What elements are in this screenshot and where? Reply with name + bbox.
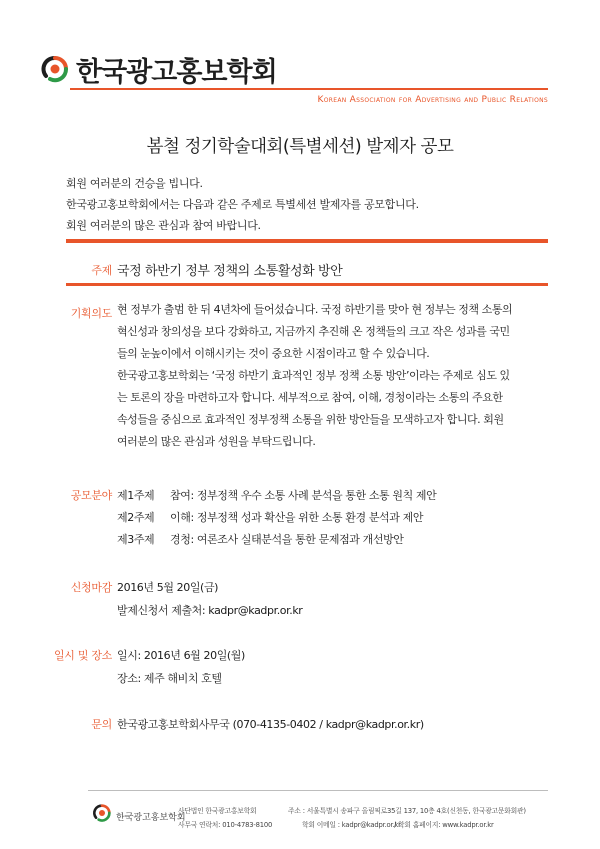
field-3-name: 제3주제 — [117, 533, 155, 546]
logo-icon — [40, 54, 70, 84]
deadline-date: 2016년 5월 20일(금) — [117, 581, 219, 594]
contact-text: 한국광고홍보학회사무국 (070-4135-0402 / kadpr@kadpr.or.kr) — [117, 718, 424, 731]
footer-logo-icon — [92, 803, 112, 823]
purpose-paragraph — [117, 299, 547, 453]
submission-address: 발제신청서 제출처: kadpr@kadpr.or.kr — [117, 604, 303, 617]
greeting-line-3: 회원 여러분의 많은 관심과 참여 바랍니다. — [66, 219, 261, 232]
footer-divider — [88, 790, 548, 791]
footer-phone: 사무국 연락처: 010-4783-8100 — [178, 821, 273, 829]
footer-corp-name: 사단법인 한국광고홍보학회 — [178, 807, 257, 815]
field-3-desc: 경청: 여론조사 실태분석을 통한 문제점과 개선방안 — [170, 533, 404, 546]
theme-label: 주제 — [91, 264, 112, 277]
footer-address: 주소 : 서울특별시 송파구 올림픽로35길 137, 10층 4호(신천동, 한국광고문화회관) — [288, 807, 526, 815]
header-divider — [70, 88, 548, 90]
page-title: 봄철 정기학술대회(특별세션) 발제자 공모 — [146, 137, 454, 157]
greeting-line-1: 회원 여러분의 건승을 빕니다. — [66, 177, 203, 190]
org-name-english: Korean Association for Advertising and Public Relations — [317, 95, 548, 105]
footer-org-name: 한국광고홍보학회 — [116, 813, 186, 823]
fields-label: 공모분야 — [70, 489, 112, 502]
theme-divider — [66, 283, 548, 286]
schedule-place: 장소: 제주 해비치 호텔 — [117, 672, 222, 685]
schedule-date: 일시: 2016년 6월 20일(월) — [117, 649, 245, 662]
purpose-line: 여러분의 많은 관심과 성원을 부탁드립니다. — [117, 435, 316, 448]
footer-homepage: / 학회 홈페이지: www.kadpr.or.kr — [394, 821, 494, 829]
deadline-label: 신청마감 — [70, 581, 112, 594]
field-2-desc: 이해: 정부정책 성과 확산을 위한 소통 환경 분석과 제안 — [170, 511, 424, 524]
theme-text: 국정 하반기 정부 정책의 소통활성화 방안 — [117, 264, 343, 279]
contact-label: 문의 — [91, 718, 112, 731]
purpose-label: 기획의도 — [70, 307, 112, 320]
field-1-name: 제1주제 — [117, 489, 155, 502]
purpose-line: 는 토론의 장을 마련하고자 합니다. 세부적으로 참여, 이해, 경청이라는 소통의 주요한 — [117, 391, 503, 404]
field-2-name: 제2주제 — [117, 511, 155, 524]
section-divider — [66, 239, 548, 243]
footer-email: 학회 이메일 : kadpr@kadpr.or.kr — [302, 821, 401, 829]
org-name: 한국광고홍보학회 — [76, 57, 277, 88]
purpose-line: 들의 눈높이에서 이해시키는 것이 중요한 시점이라고 할 수 있습니다. — [117, 347, 430, 360]
field-1-desc: 참여: 정부정책 우수 소통 사례 분석을 통한 소통 원칙 제안 — [170, 489, 437, 502]
purpose-line: 속성들을 중심으로 효과적인 정부정책 소통을 위한 방안들을 모색하고자 합니다. 회원 — [117, 413, 504, 426]
greeting-line-2: 한국광고홍보학회에서는 다음과 같은 주제로 특별세션 발제자를 공모합니다. — [66, 198, 419, 211]
purpose-line: 혁신성과 창의성을 보다 강화하고, 지금까지 추진해 온 정책들의 크고 작은 성과를 국민 — [117, 325, 510, 338]
purpose-line: 현 정부가 출범 한 뒤 4년차에 들어섰습니다. 국정 하반기를 맞아 현 정부는 정책 소통의 — [117, 303, 513, 316]
schedule-label: 일시 및 장소 — [53, 649, 112, 662]
purpose-line: 한국광고홍보학회는 ‘국정 하반기 효과적인 정부 정책 소통 방안’이라는 주제로 심도 있 — [117, 369, 510, 382]
